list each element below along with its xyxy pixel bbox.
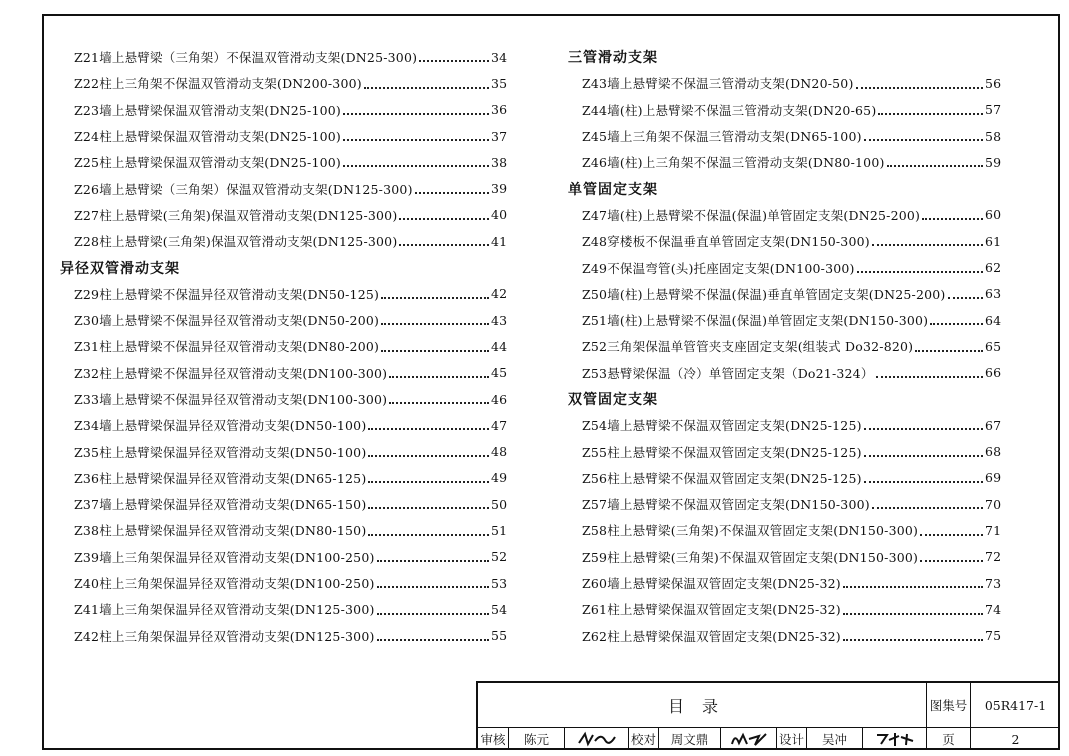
toc-entry: [568, 254, 1001, 280]
review-label: 审核: [480, 732, 506, 747]
toc-leader-dots: [872, 243, 983, 246]
toc-entry-page: 52: [491, 549, 508, 565]
toc-leader-dots: [922, 217, 983, 220]
toc-entry: [74, 70, 507, 96]
toc-entry: [74, 517, 507, 543]
toc-entry: [568, 596, 1001, 622]
designer-signature: [862, 728, 926, 750]
toc-entry-title: Z32柱上悬臂梁不保温异径双管滑动支架(DN100-300): [74, 365, 388, 381]
toc-leader-dots: [377, 612, 489, 615]
toc-entry-title: Z48穿楼板不保温垂直单管固定支架(DN150-300): [582, 234, 870, 250]
toc-entry-title: Z58柱上悬臂梁(三角架)不保温双管固定支架(DN150-300): [582, 523, 919, 539]
toc-leader-dots: [419, 59, 489, 62]
toc-entry: [568, 202, 1001, 228]
toc-section-heading: 单管固定支架: [568, 181, 658, 198]
toc-entry-page: 35: [491, 75, 508, 91]
toc-entry: [74, 149, 507, 175]
toc-section-heading: 异径双管滑动支架: [60, 260, 180, 277]
toc-leader-dots: [415, 191, 489, 194]
toc-leader-dots: [930, 322, 983, 325]
toc-entry-page: 46: [491, 391, 508, 407]
toc-leader-dots: [843, 612, 983, 615]
toc-entry-title: Z26墙上悬臂梁（三角架）保温双管滑动支架(DN125-300): [74, 181, 413, 197]
toc-leader-dots: [381, 296, 489, 299]
toc-entry: [74, 570, 507, 596]
toc-entry: [74, 596, 507, 622]
toc-entry-page: 38: [491, 154, 508, 170]
toc-entry-title: Z38柱上悬臂梁保温异径双管滑动支架(DN80-150): [74, 523, 367, 539]
toc-leader-dots: [381, 322, 489, 325]
toc-leader-dots: [876, 375, 983, 378]
toc-leader-dots: [864, 480, 983, 483]
toc-entry-title: Z60墙上悬臂梁保温双管固定支架(DN25-32): [582, 576, 841, 592]
toc-leader-dots: [399, 217, 489, 220]
toc-entry-page: 57: [985, 102, 1002, 118]
page-label: 页: [926, 728, 970, 750]
toc-entry-title: Z47墙(柱)上悬臂梁不保温(保温)单管固定支架(DN25-200): [582, 207, 921, 223]
toc-leader-dots: [364, 86, 489, 89]
page-number: 2: [970, 728, 1060, 750]
toc-entry-page: 41: [491, 233, 508, 249]
toc-entry: [74, 491, 507, 517]
toc-entry: [568, 623, 1001, 649]
toc-entry: [568, 517, 1001, 543]
toc-entry: [568, 360, 1001, 386]
toc-entry-page: 71: [985, 522, 1002, 538]
toc-entry: [74, 544, 507, 570]
check-label: 校对: [628, 728, 658, 750]
toc-entry: [568, 97, 1001, 123]
toc-entry-title: Z31柱上悬臂梁不保温异径双管滑动支架(DN80-200): [74, 339, 380, 355]
toc-entry: [74, 175, 507, 201]
toc-leader-dots: [864, 138, 983, 141]
reviewer-signature-mark: [577, 731, 617, 747]
toc-entry-title: Z56柱上悬臂梁不保温双管固定支架(DN25-125): [582, 470, 862, 486]
toc-entry-title: Z33墙上悬臂梁不保温异径双管滑动支架(DN100-300): [74, 392, 388, 407]
toc-entry-page: 40: [491, 207, 508, 223]
toc-leader-dots: [343, 138, 489, 141]
toc-entry-page: 62: [985, 260, 1002, 276]
toc-leader-dots: [920, 559, 983, 562]
toc-entry-page: 72: [985, 549, 1002, 565]
toc-section-heading: 双管固定支架: [568, 392, 658, 408]
toc-leader-dots: [856, 86, 983, 89]
designer-name: 吴冲: [806, 728, 862, 750]
toc-leader-dots: [857, 270, 983, 273]
toc-entry: [568, 123, 1001, 149]
toc-leader-dots: [343, 164, 489, 167]
toc-entry-page: 58: [985, 128, 1002, 144]
toc-entry-title: Z49不保温弯管(头)托座固定支架(DN100-300): [582, 260, 855, 276]
toc-leader-dots: [368, 480, 489, 483]
toc-entry-page: 36: [491, 102, 508, 118]
toc-entry: [74, 44, 507, 70]
toc-entry-page: 45: [491, 365, 508, 381]
toc-entry-title: Z37墙上悬臂梁保温异径双管滑动支架(DN65-150): [74, 497, 367, 513]
toc-leader-dots: [843, 638, 983, 641]
toc-leader-dots: [389, 401, 489, 404]
toc-entry: [568, 70, 1001, 96]
toc-entry-title: Z44墙(柱)上悬臂梁不保温三管滑动支架(DN20-65): [582, 102, 877, 118]
title-block: [476, 681, 1060, 750]
toc-leader-dots: [368, 506, 489, 509]
toc-entry-page: 49: [491, 470, 508, 486]
toc-entry-title: Z25柱上悬臂梁保温双管滑动支架(DN25-100): [74, 155, 341, 171]
toc-entry-page: 42: [491, 286, 508, 302]
toc-entry-title: Z24柱上悬臂梁保温双管滑动支架(DN25-100): [74, 129, 341, 145]
toc-entry-title: Z50墙(柱)上悬臂梁不保温(保温)垂直单管固定支架(DN25-200): [582, 286, 946, 302]
toc-leader-dots: [872, 506, 983, 509]
toc-entry: [74, 333, 507, 359]
toc-entry: [74, 465, 507, 491]
toc-entry-title: Z40柱上三角架保温异径双管滑动支架(DN100-250): [74, 576, 375, 592]
toc-entry-title: Z59柱上悬臂梁(三角架)不保温双管固定支架(DN150-300): [582, 549, 919, 565]
toc-entry: [568, 281, 1001, 307]
toc-leader-dots: [864, 454, 983, 457]
toc-entry-title: Z23墙上悬臂梁保温双管滑动支架(DN25-100): [74, 102, 341, 118]
toc-leader-dots: [368, 427, 489, 430]
toc-entry-page: 60: [985, 207, 1002, 223]
toc-entry-page: 74: [985, 601, 1002, 617]
toc-entry: [74, 360, 507, 386]
toc-entry-title: Z46墙(柱)上三角架不保温三管滑动支架(DN80-100): [582, 155, 885, 171]
toc-entry-title: Z43墙上悬臂梁不保温三管滑动支架(DN20-50): [582, 76, 854, 92]
toc-entry-title: Z57墙上悬臂梁不保温双管固定支架(DN150-300): [582, 497, 870, 513]
toc-entry: [74, 307, 507, 333]
toc-entry-page: 70: [985, 496, 1002, 512]
toc-entry-title: Z41墙上三角架保温异径双管滑动支架(DN125-300): [74, 602, 375, 618]
title-block-top-row: [478, 683, 1060, 728]
toc-leader-dots: [389, 375, 489, 378]
toc-entry-page: 61: [985, 233, 1002, 249]
design-label: 设计: [776, 728, 806, 750]
toc-entry: [568, 307, 1001, 333]
toc-entry-title: Z27柱上悬臂梁(三角架)保温双管滑动支架(DN125-300): [74, 207, 398, 223]
toc-leader-dots: [377, 585, 489, 588]
toc-entry-title: Z62柱上悬臂梁保温双管固定支架(DN25-32): [582, 628, 841, 644]
toc-leader-dots: [343, 112, 489, 115]
toc-leader-dots: [878, 112, 983, 115]
toc-entry: [568, 149, 1001, 175]
toc-entry-title: Z28柱上悬臂梁(三角架)保温双管滑动支架(DN125-300): [74, 234, 398, 250]
toc-entry-page: 65: [985, 338, 1002, 354]
toc-entry: [74, 412, 507, 438]
toc-leader-dots: [948, 296, 984, 299]
toc-entry-page: 50: [491, 496, 508, 512]
toc-entry-page: 64: [985, 312, 1002, 328]
sheet-title: 目录: [667, 696, 736, 716]
toc-entry-page: 73: [985, 575, 1002, 591]
toc-entry-page: 75: [985, 628, 1002, 644]
toc-entry-page: 47: [491, 417, 508, 433]
toc-entry-page: 37: [491, 128, 508, 144]
reviewer-signature: [564, 728, 628, 750]
toc-entry: [74, 438, 507, 464]
checker-name: 周文鼎: [658, 728, 720, 750]
checker-signature: [720, 728, 776, 750]
toc-entry: [74, 623, 507, 649]
toc-entry: [568, 570, 1001, 596]
toc-entry: [74, 281, 507, 307]
toc-entry-title: Z54墙上悬臂梁不保温双管固定支架(DN25-125): [582, 418, 862, 434]
toc-entry: [74, 228, 507, 254]
toc-entry: [568, 412, 1001, 438]
toc-entry: [568, 438, 1001, 464]
toc-entry-title: Z55柱上悬臂梁不保温双管固定支架(DN25-125): [582, 444, 862, 460]
toc-entry-title: Z36柱上悬臂梁保温异径双管滑动支架(DN65-125): [74, 470, 367, 486]
toc-entry-title: Z51墙(柱)上悬臂梁不保温(保温)单管固定支架(DN150-300): [582, 313, 929, 329]
title-block-bottom-row: [478, 728, 1060, 750]
toc-entry: [74, 97, 507, 123]
toc-entry: [74, 123, 507, 149]
toc-entry: [74, 202, 507, 228]
toc-leader-dots: [843, 585, 983, 588]
toc-entry: [568, 333, 1001, 359]
toc-leader-dots: [377, 638, 489, 641]
toc-entry-page: 66: [985, 365, 1002, 381]
toc-leader-dots: [377, 559, 489, 562]
toc-leader-dots: [368, 533, 489, 536]
toc-entry-page: 54: [491, 601, 508, 617]
toc-entry: [568, 544, 1001, 570]
toc-entry-title: Z61柱上悬臂梁保温双管固定支架(DN25-32): [582, 602, 841, 618]
toc-entry-page: 48: [491, 444, 508, 460]
toc-entry-title: Z52三角架保温单管管夹支座固定支架(组装式 Do32-820): [582, 339, 914, 355]
toc-entry-page: 39: [491, 181, 508, 197]
toc-entry-page: 55: [491, 628, 508, 644]
reviewer-name: 陈元: [508, 728, 564, 750]
toc-entry-page: 53: [491, 575, 508, 591]
toc-entry-title: Z42柱上三角架保温异径双管滑动支架(DN125-300): [74, 628, 375, 644]
toc-leader-dots: [381, 349, 489, 352]
checker-signature-mark: [729, 731, 769, 747]
toc-entry-page: 51: [491, 522, 508, 538]
toc-entry-page: 69: [985, 470, 1002, 486]
toc-leader-dots: [920, 533, 983, 536]
toc-entry-page: 44: [491, 338, 508, 354]
toc-leader-dots: [915, 349, 983, 352]
toc-entry-page: 43: [491, 312, 508, 328]
toc-leader-dots: [887, 164, 983, 167]
toc-entry-page: 56: [985, 75, 1002, 91]
toc-entry: [74, 386, 507, 412]
toc-entry-page: 68: [985, 444, 1002, 460]
toc-right-column: [568, 44, 1001, 649]
toc-leader-dots: [864, 427, 983, 430]
designer-signature-mark: [873, 731, 917, 747]
toc-left-column: [60, 44, 508, 649]
toc-entry: [568, 465, 1001, 491]
toc-entry: [568, 228, 1001, 254]
toc-entry-title: Z21墙上悬臂梁（三角架）不保温双管滑动支架(DN25-300): [74, 50, 418, 66]
atlas-number: 05R417-1: [970, 683, 1060, 727]
toc-entry-title: Z34墙上悬臂梁保温异径双管滑动支架(DN50-100): [74, 418, 367, 434]
toc-entry-title: Z29柱上悬臂梁不保温异径双管滑动支架(DN50-125): [74, 286, 380, 302]
toc-entry-page: 34: [491, 49, 508, 65]
toc-section-heading: 三管滑动支架: [568, 50, 658, 67]
toc-entry-page: 59: [985, 154, 1002, 170]
toc-entry-page: 63: [985, 286, 1002, 302]
toc-entry-page: 67: [985, 417, 1002, 433]
toc-entry: [568, 491, 1001, 517]
toc-entry-title: Z22柱上三角架不保温双管滑动支架(DN200-300): [74, 76, 362, 92]
toc-entry-title: Z45墙上三角架不保温三管滑动支架(DN65-100): [582, 129, 862, 145]
toc-entry-title: Z53悬臂梁保温（冷）单管固定支架（Do21-324）: [582, 365, 874, 381]
toc-leader-dots: [399, 243, 489, 246]
toc-entry-title: Z30墙上悬臂梁不保温异径双管滑动支架(DN50-200): [74, 313, 380, 329]
atlas-number-label: 图集号: [926, 683, 970, 727]
toc-leader-dots: [368, 454, 489, 457]
toc-entry-title: Z35柱上悬臂梁保温异径双管滑动支架(DN50-100): [74, 444, 367, 460]
toc-entry-title: Z39墙上三角架保温异径双管滑动支架(DN100-250): [74, 549, 375, 565]
